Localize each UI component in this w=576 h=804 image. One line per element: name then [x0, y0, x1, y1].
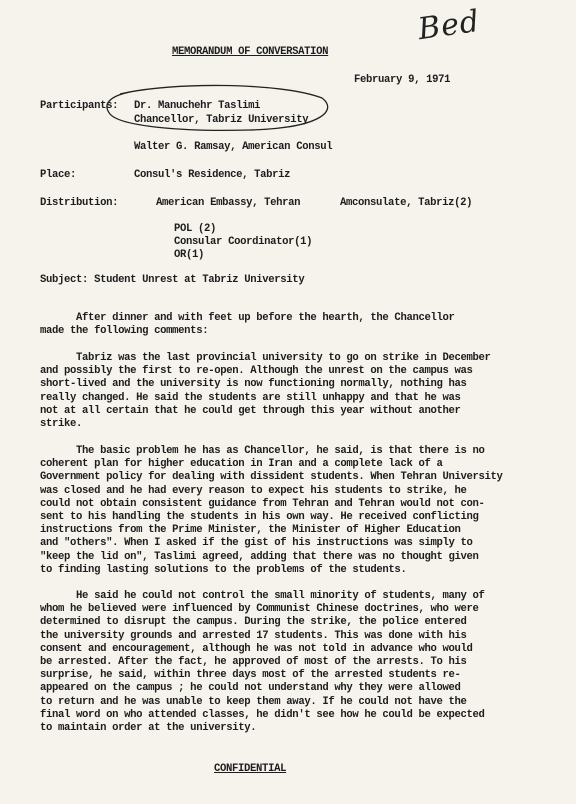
paragraph-line: the university grounds and arrested 17 students. This was done with his: [40, 629, 467, 642]
paragraph-line: coherent plan for higher education in Iran and a complete lack of a: [40, 458, 443, 471]
place-value: Consul's Residence, Tabriz: [134, 169, 291, 181]
distribution-main: American Embassy, Tehran: [156, 197, 301, 209]
paragraph-line: He said he could not control the small minority of students, many of: [40, 590, 485, 602]
distribution-item-consular: Consular Coordinator(1): [174, 236, 313, 248]
paragraph-line: to finding lasting solutions to the problems of the students.: [40, 563, 407, 576]
paragraph-line: whom he believed were influenced by Communist Chinese doctrines, who were: [40, 603, 479, 616]
distribution-item-pol: POL (2): [174, 223, 217, 235]
paragraph-line: and "others". When I asked if the gist of his instructions was simply to: [40, 537, 473, 550]
paragraph-line: appeared on the campus ; he could not understand why they were allowed: [40, 682, 461, 695]
paragraph-line: made the following comments:: [40, 325, 209, 338]
paragraph-line: determined to disrupt the campus. During the strike, the police entered: [40, 616, 467, 629]
paragraph-line: After dinner and with feet up before the hearth, the Chancellor: [40, 312, 455, 324]
paragraph-line: to return and he was unable to keep them away. If he could not have the: [40, 695, 467, 708]
distribution-label: Distribution:: [40, 197, 119, 209]
participant-1: Dr. Manuchehr Taslimi: [134, 100, 261, 112]
paragraph-line: not at all certain that he could get through this year without another: [40, 404, 461, 417]
participants-label: Participants:: [40, 100, 119, 112]
paragraph-line: strike.: [40, 418, 83, 431]
paragraph-line: sent to his handling the students in his own way. He received conflicting: [40, 511, 479, 524]
memo-date: February 9, 1971: [354, 74, 451, 86]
paragraph-line: to maintain order at the university.: [40, 722, 257, 735]
distribution-item-or: OR(1): [174, 249, 205, 261]
paragraph-line: short-lived and the university is now functioning normally, nothing has: [40, 378, 467, 391]
place-label: Place:: [40, 169, 77, 181]
paragraph-line: was closed and he had every reason to expect his students to strike, he: [40, 484, 467, 497]
paragraph-line: Government policy for dealing with dissident students. When Tehran University: [40, 471, 503, 484]
paragraph-line: consent and encouragement, although he was not told in advance who would: [40, 642, 473, 655]
paragraph-3: [40, 445, 503, 577]
memo-title: MEMORANDUM OF CONVERSATION: [172, 46, 329, 58]
paragraph-line: The basic problem he has as Chancellor, he said, is that there is no: [40, 445, 485, 457]
participant-2: Walter G. Ramsay, American Consul: [134, 141, 333, 153]
paragraph-line: instructions from the Prime Minister, the Minister of Higher Education: [40, 524, 461, 537]
participant-1-title: Chancellor, Tabriz University: [134, 114, 309, 126]
paragraph-line: and possibly the first to re-open. Although the unrest on the campus was: [40, 365, 473, 378]
paragraph-line: really changed. He said the students are still unhappy and that he was: [40, 391, 461, 404]
paragraph-line: surprise, he said, within three days most of the arrested students re-: [40, 669, 461, 682]
handwritten-initials: Bed: [415, 3, 483, 48]
distribution-second: Amconsulate, Tabriz(2): [340, 197, 473, 209]
paragraph-line: could not obtain consistent guidance from Tehran and Tehran would not con-: [40, 497, 485, 510]
paragraph-line: "keep the lid on", Taslimi agreed, adding that there was no thought given: [40, 550, 479, 563]
paragraph-2: [40, 352, 491, 431]
classification-footer: CONFIDENTIAL: [214, 763, 287, 775]
paragraph-4: [40, 590, 485, 735]
paragraph-line: Tabriz was the last provincial university to go on strike in December: [40, 352, 491, 364]
paragraph-line: final word on who attended classes, he didn't see how he could be expected: [40, 708, 485, 721]
subject-line: Subject: Student Unrest at Tabriz University: [40, 274, 305, 286]
paragraph-1: [40, 312, 455, 338]
paragraph-line: be arrested. After the fact, he approved of most of the arrests. To his: [40, 656, 467, 669]
